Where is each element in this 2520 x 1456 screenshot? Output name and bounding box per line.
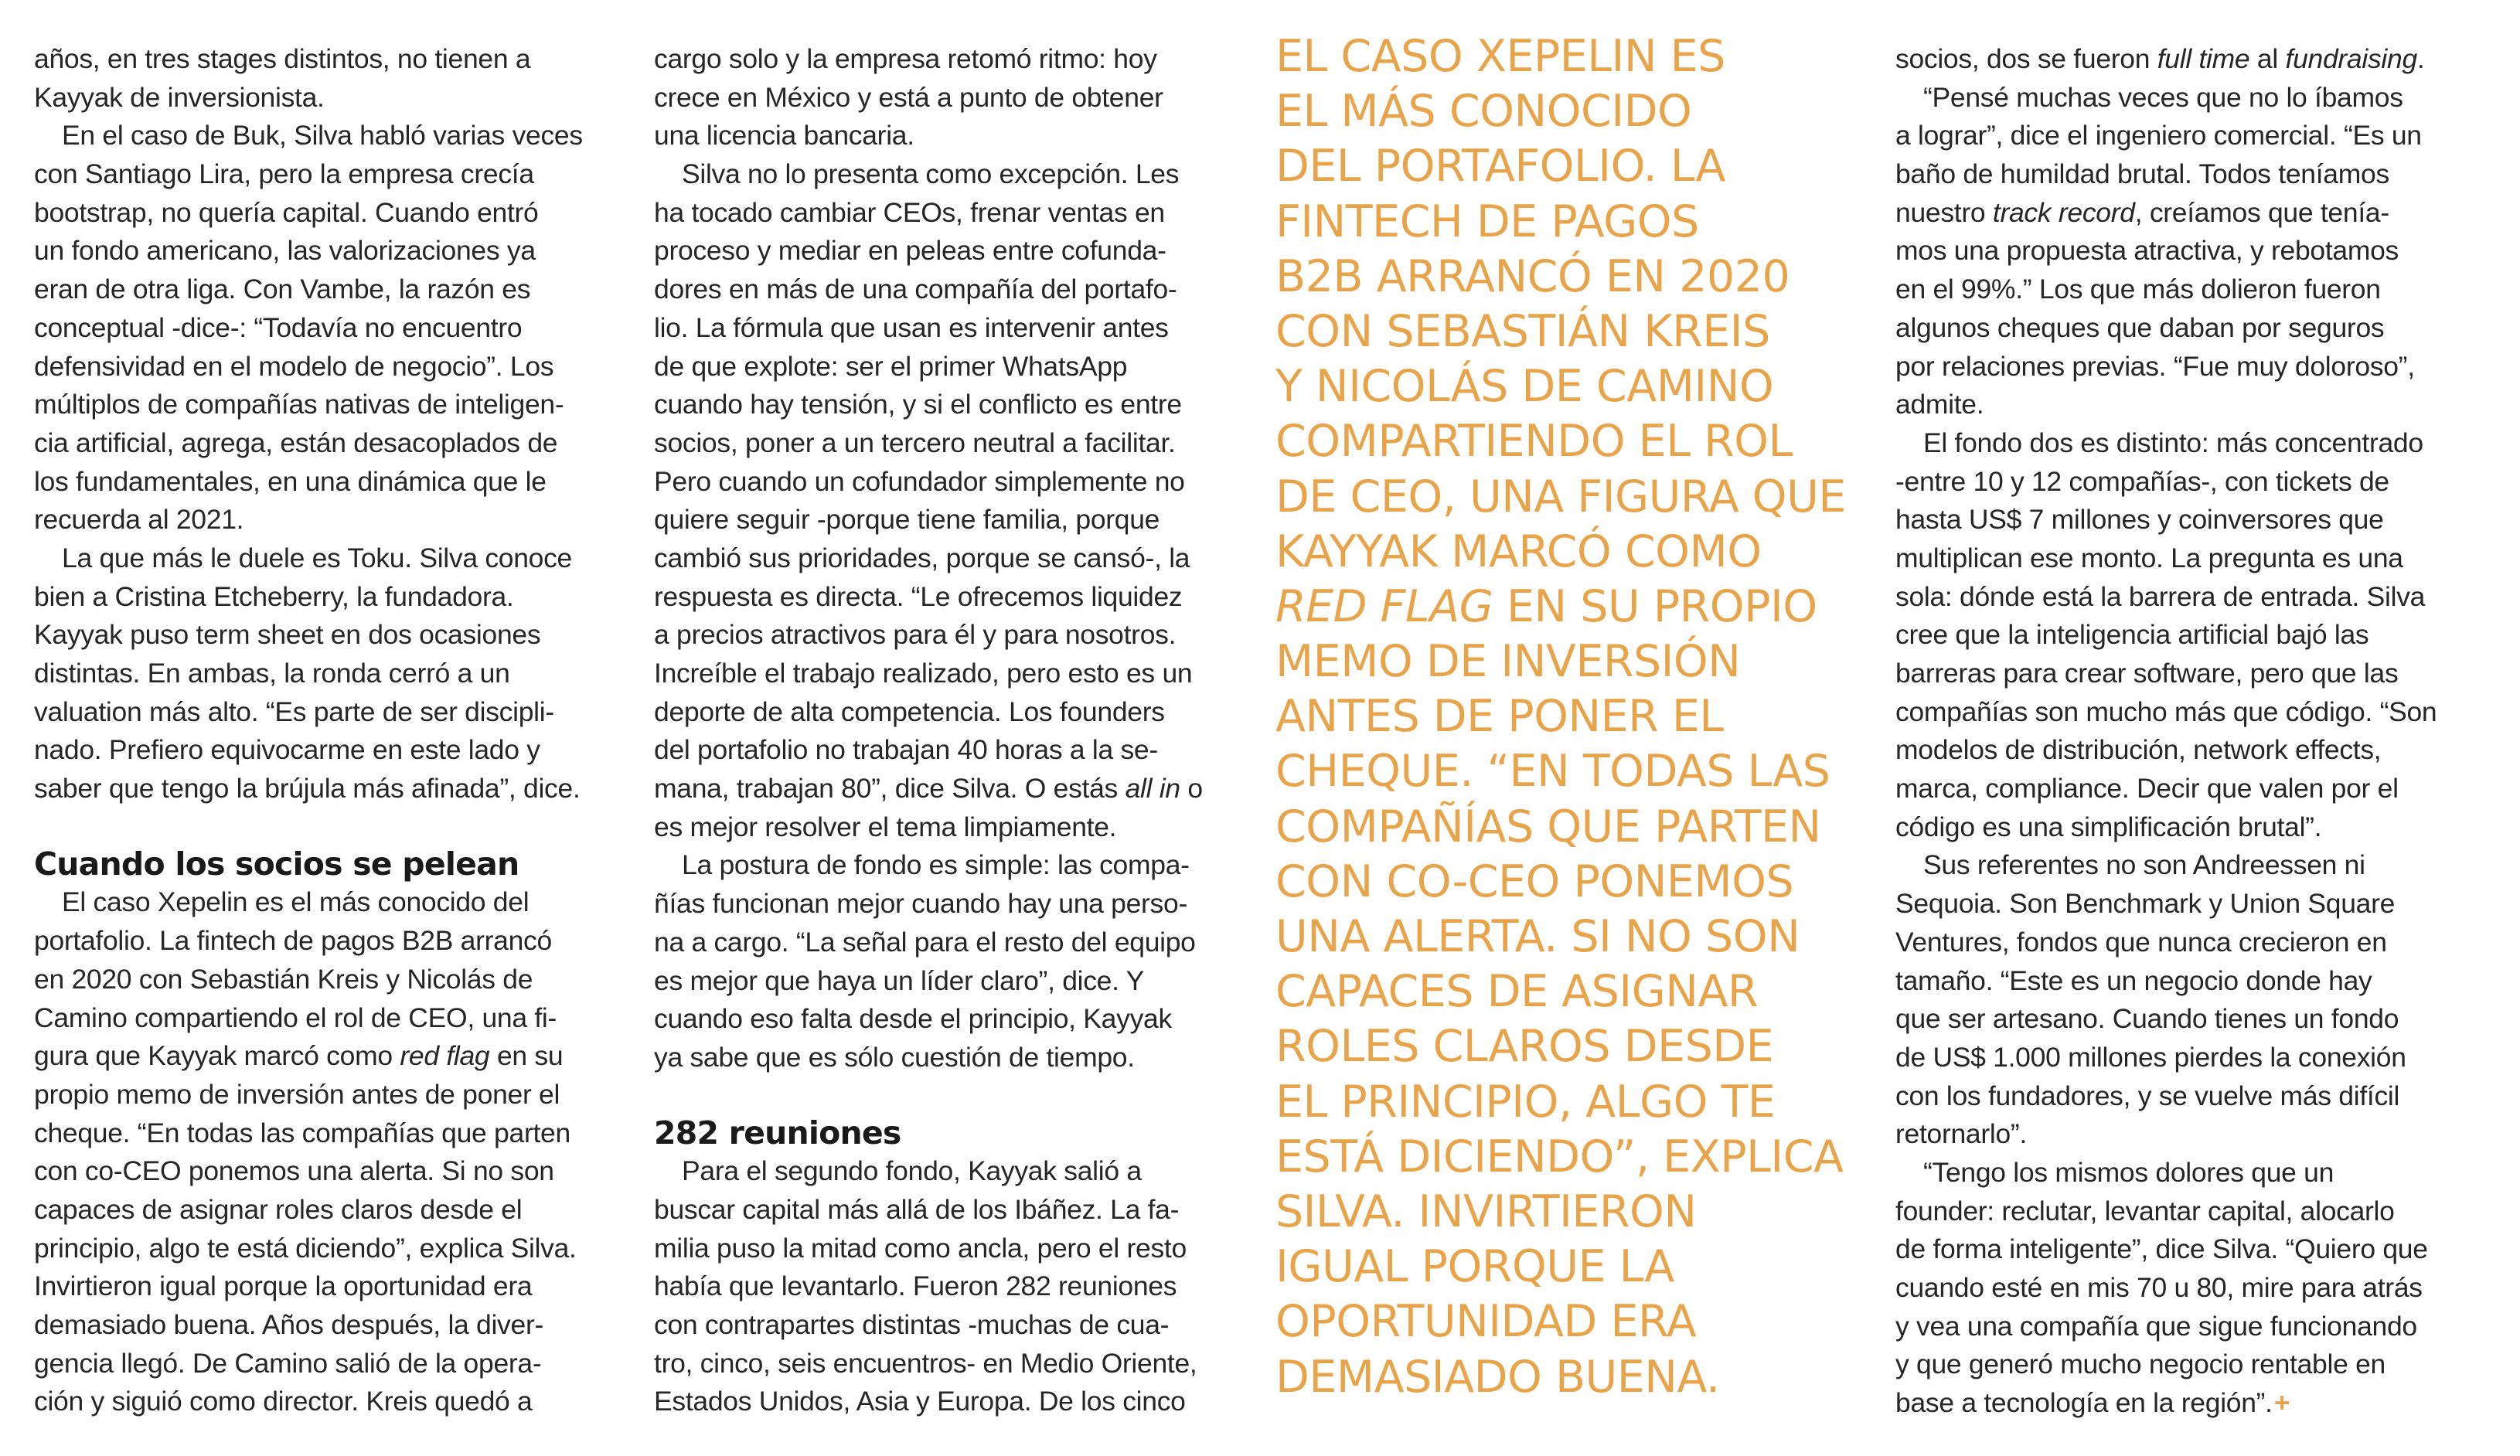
text-run: socios, dos se fueron xyxy=(1895,43,2157,74)
text-line: código es una simplificación brutal”. xyxy=(1895,811,2322,842)
text-line: múltiplos de compañías nativas de inteligen- xyxy=(34,389,564,420)
section-heading: Cuando los socios se pelean xyxy=(34,845,519,883)
text-line: Camino compartiendo el rol de CEO, una fi- xyxy=(34,1002,557,1033)
text-line: una licencia bancaria. xyxy=(654,120,914,151)
text-line: cargo solo y la empresa retomó ritmo: hoy xyxy=(654,43,1157,74)
text-line: demasiado buena. Años después, la diver- xyxy=(34,1309,543,1340)
pull-quote-line: ANTES DE PONER EL xyxy=(1275,691,1724,743)
text-line: gencia llegó. De Camino salió de la opera- xyxy=(34,1347,542,1379)
pull-quote-line: FINTECH DE PAGOS xyxy=(1275,196,1699,247)
text-line: principio, algo te está diciendo”, explica Silva. xyxy=(34,1232,577,1264)
text-line: proceso y mediar en peleas entre cofunda- xyxy=(654,235,1166,267)
text-line: defensividad en el modelo de negocio”. Los xyxy=(34,350,554,382)
text-line: de que explote: ser el primer WhatsApp xyxy=(654,350,1128,382)
pull-quote-line: ROLES CLAROS DESDE xyxy=(1275,1021,1774,1073)
article-column-2 xyxy=(654,40,1243,1421)
pull-quote-line: Y NICOLÁS DE CAMINO xyxy=(1275,361,1774,413)
text-line xyxy=(34,1037,621,1076)
text-line: que ser artesano. Cuando tienes un fondo xyxy=(1895,1003,2399,1035)
text-line: Kayyak puso term sheet en dos ocasiones xyxy=(34,619,541,651)
text-line: ñías funcionan mejor cuando hay una perso- xyxy=(654,888,1187,920)
text-line: founder: reclutar, levantar capital, alocarlo xyxy=(1895,1195,2395,1226)
text-line: y vea una compañía que sigue funcionando xyxy=(1895,1310,2417,1342)
text-line: deporte de alta competencia. Los founders xyxy=(654,696,1165,727)
text-line: bien a Cristina Etcheberry, la fundadora. xyxy=(34,580,514,612)
text-line: admite. xyxy=(1895,389,1984,420)
text-line: milia puso la mitad como ancla, pero el resto xyxy=(654,1232,1187,1264)
text-line: La que más le duele es Toku. Silva conoce xyxy=(62,542,572,573)
text-line: en el 99%.” Los que más dolieron fueron xyxy=(1895,274,2381,305)
pull-quote-line: B2B ARRANCÓ EN 2020 xyxy=(1275,250,1790,302)
text-line: ción y siguió como director. Kreis quedó a xyxy=(34,1386,533,1417)
text-line: conceptual -dice-: “Todavía no encuentro xyxy=(34,311,523,343)
pull-quote-line: UNA ALERTA. SI NO SON xyxy=(1275,911,1800,962)
text-run: base a tecnología en la región”. xyxy=(1895,1387,2273,1419)
text-line: capaces de asignar roles claros desde el xyxy=(34,1193,523,1225)
text-line: Pero cuando un cofundador simplemente no xyxy=(654,465,1185,497)
text-line: en 2020 con Sebastián Kreis y Nicolás de xyxy=(34,963,533,995)
text-run: al xyxy=(2249,43,2286,74)
text-line: eran de otra liga. Con Vambe, la razón es xyxy=(34,274,531,305)
text-run: o xyxy=(1180,773,1203,805)
pull-quote-line: ESTÁ DICIENDO”, EXPLICA xyxy=(1275,1131,1844,1182)
pull-quote-line: DEL PORTAFOLIO. LA xyxy=(1275,141,1725,192)
pull-quote-line: CON SEBASTIÁN KREIS xyxy=(1275,305,1770,357)
text-line: na a cargo. “La señal para el resto del equipo xyxy=(654,926,1196,958)
text-line: propio memo de inversión antes de poner el xyxy=(34,1078,560,1110)
pull-quote-line: EL CASO XEPELIN ES xyxy=(1275,31,1725,82)
article-column-4 xyxy=(1895,40,2484,1423)
text-line: Sequoia. Son Benchmark y Union Square xyxy=(1895,888,2396,920)
text-line: socios, poner a un tercero neutral a facilitar. xyxy=(654,427,1176,458)
text-line: sola: dónde está la barrera de entrada. Silva xyxy=(1895,580,2426,612)
pull-quote-line: COMPAÑÍAS QUE PARTEN xyxy=(1275,801,1821,852)
text-line: portafolio. La fintech de pagos B2B arrancó xyxy=(34,925,552,957)
pull-quote-line: DEMASIADO BUENA. xyxy=(1275,1351,1720,1403)
text-run: mana, trabajan 80”, dice Silva. O estás xyxy=(654,773,1125,805)
text-line: con co-CEO ponemos una alerta. Si no son xyxy=(34,1155,554,1187)
text-line: años, en tres stages distintos, no tienen a xyxy=(34,43,531,74)
pull-quote-line: DE CEO, UNA FIGURA QUE xyxy=(1275,471,1846,522)
text-line: cuando hay tensión, y si el conflicto es entre xyxy=(654,389,1182,420)
text-line: bootstrap, no quería capital. Cuando entró xyxy=(34,196,539,228)
text-line: algunos cheques que daban por seguros xyxy=(1895,311,2385,343)
text-line: tro, cinco, seis encuentros- en Medio Oriente, xyxy=(654,1347,1197,1379)
text-line: a precios atractivos para él y para nosotros. xyxy=(654,619,1177,651)
pull-quote-line: OPORTUNIDAD ERA xyxy=(1275,1296,1697,1348)
pull-quote-line: CON CO-CEO PONEMOS xyxy=(1275,856,1794,907)
text-line: un fondo americano, las valorizaciones ya xyxy=(34,235,536,267)
italic-term: fundraising xyxy=(2285,43,2417,74)
text-line: La postura de fondo es simple: las compa- xyxy=(682,849,1190,881)
text-line: modelos de distribución, network effects, xyxy=(1895,734,2382,766)
text-line: tamaño. “Este es un negocio donde hay xyxy=(1895,964,2372,996)
text-line: Increíble el trabajo realizado, pero esto es un xyxy=(654,658,1193,689)
text-line: quiere seguir -porque tiene familia, porque xyxy=(654,504,1160,536)
text-line: distintas. En ambas, la ronda cerró a un xyxy=(34,658,510,689)
text-line: recuerda al 2021. xyxy=(34,504,244,536)
text-line: ha tocado cambiar CEOs, frenar ventas en xyxy=(654,196,1165,228)
text-line: por relaciones previas. “Fue muy doloroso”, xyxy=(1895,350,2415,382)
text-run: gura que Kayyak marcó como xyxy=(34,1040,400,1072)
text-line: ya sabe que es sólo cuestión de tiempo. xyxy=(654,1041,1135,1073)
text-run: , creíamos que tenía- xyxy=(2134,196,2389,228)
text-line: es mejor resolver el tema limpiamente. xyxy=(654,811,1117,842)
text-line: En el caso de Buk, Silva habló varias veces xyxy=(62,120,583,151)
text-line: hasta US$ 7 millones y coinversores que xyxy=(1895,504,2384,536)
text-line: respuesta es directa. “Le ofrecemos liquidez xyxy=(654,580,1183,612)
text-line: de forma inteligente”, dice Silva. “Quiero que xyxy=(1895,1233,2428,1265)
text-line: es mejor que haya un líder claro”, dice. Y xyxy=(654,964,1144,996)
text-line: compañías son mucho más que código. “Son xyxy=(1895,696,2437,727)
text-line: los fundamentales, en una dinámica que le xyxy=(34,465,547,497)
text-line: “Pensé muchas veces que no lo íbamos xyxy=(1923,81,2403,113)
italic-term: track record xyxy=(1992,196,2135,228)
text-line: cuando eso falta desde el principio, Kayyak xyxy=(654,1003,1172,1035)
text-line: con los fundadores, y se vuelve más difícil xyxy=(1895,1080,2400,1111)
text-line: buscar capital más allá de los Ibáñez. La fa- xyxy=(654,1193,1180,1225)
text-run: nuestro xyxy=(1895,196,1993,228)
pull-quote-line: KAYYAK MARCÓ COMO xyxy=(1275,526,1762,577)
text-line: había que levantarlo. Fueron 282 reuniones xyxy=(654,1271,1177,1302)
text-line: cheque. “En todas las compañías que parten xyxy=(34,1117,570,1148)
pull-quote-line: CAPACES DE ASIGNAR xyxy=(1275,966,1759,1018)
text-line: y que generó mucho negocio rentable en xyxy=(1895,1349,2385,1380)
text-run: . xyxy=(2416,43,2425,74)
text-line: cuando esté en mis 70 u 80, mire para atrás xyxy=(1895,1272,2423,1303)
italic-term: full time xyxy=(2157,43,2250,74)
text-line: Sus referentes no son Andreessen ni xyxy=(1923,849,2365,881)
text-line xyxy=(1895,40,2484,79)
article-column-1 xyxy=(34,40,621,1421)
pull-quote-line: MEMO DE INVERSIÓN xyxy=(1275,636,1741,688)
text-line: nado. Prefiero equivocarme en este lado y xyxy=(34,734,540,766)
text-line: con Santiago Lira, pero la empresa crecía xyxy=(34,158,534,190)
text-line: El fondo dos es distinto: más concentrado xyxy=(1923,427,2423,458)
italic-term: all in xyxy=(1125,773,1180,805)
text-line: marca, compliance. Decir que valen por el xyxy=(1895,773,2399,805)
text-line: Ventures, fondos que nunca crecieron en xyxy=(1895,926,2387,958)
text-line: multiplican ese monto. La pregunta es una xyxy=(1895,542,2403,573)
text-line xyxy=(1895,194,2484,233)
text-run: EN SU PROPIO xyxy=(1493,580,1817,632)
pull-quote-line: EL PRINCIPIO, ALGO TE xyxy=(1275,1076,1776,1128)
text-line: lio. La fórmula que usan es intervenir antes xyxy=(654,311,1169,343)
text-line: barreras para crear software, pero que las xyxy=(1895,658,2399,689)
text-line: Estados Unidos, Asia y Europa. De los cinco xyxy=(654,1386,1186,1417)
italic-term: RED FLAG xyxy=(1275,580,1493,632)
pull-quote-line xyxy=(1275,580,1847,634)
end-of-article-mark: + xyxy=(2273,1387,2290,1419)
pull-quote-line: EL MÁS CONOCIDO xyxy=(1275,86,1692,138)
text-line: saber que tengo la brújula más afinada”, dice. xyxy=(34,773,581,805)
pull-quote-line: CHEQUE. “EN TODAS LAS xyxy=(1275,746,1830,798)
text-line: crece en México y está a punto de obtener xyxy=(654,81,1163,113)
text-line: del portafolio no trabajan 40 horas a la se- xyxy=(654,734,1158,766)
text-line: retornarlo”. xyxy=(1895,1118,2028,1150)
pull-quote-line: COMPARTIENDO EL ROL xyxy=(1275,416,1793,468)
pull-quote-line: IGUAL PORQUE LA xyxy=(1275,1241,1674,1293)
text-line: de US$ 1.000 millones pierdes la conexión xyxy=(1895,1041,2406,1073)
text-line: Kayyak de inversionista. xyxy=(34,81,325,113)
text-line xyxy=(1895,1384,2484,1423)
text-line: valuation más alto. “Es parte de ser discipli- xyxy=(34,696,554,727)
text-line: baño de humildad brutal. Todos teníamos xyxy=(1895,158,2389,190)
text-line: con contrapartes distintas -muchas de cua- xyxy=(654,1309,1170,1340)
text-line: Para el segundo fondo, Kayyak salió a xyxy=(682,1155,1142,1187)
text-line: dores en más de una compañía del portafo- xyxy=(654,274,1177,305)
text-line: El caso Xepelin es el más conocido del xyxy=(62,886,530,918)
section-heading: 282 reuniones xyxy=(654,1114,901,1152)
text-line: Invirtieron igual porque la oportunidad era xyxy=(34,1271,533,1302)
text-line: cia artificial, agrega, están desacoplados de xyxy=(34,427,558,458)
text-line: cree que la inteligencia artificial bajó las xyxy=(1895,619,2369,651)
text-line: a lograr”, dice el ingeniero comercial. “Es un xyxy=(1895,120,2422,151)
text-line: -entre 10 y 12 compañías-, con tickets de xyxy=(1895,465,2389,497)
text-line: “Tengo los mismos dolores que un xyxy=(1923,1156,2334,1188)
text-line xyxy=(654,770,1243,808)
pull-quote xyxy=(1275,29,1847,1405)
italic-term: red flag xyxy=(400,1040,490,1072)
text-line: cambió sus prioridades, porque se cansó-, la xyxy=(654,542,1190,573)
text-run: en su xyxy=(489,1040,564,1072)
text-line: mos una propuesta atractiva, y rebotamos xyxy=(1895,235,2399,267)
text-line: Silva no lo presenta como excepción. Les xyxy=(682,158,1180,190)
pull-quote-line: SILVA. INVIRTIERON xyxy=(1275,1186,1697,1237)
